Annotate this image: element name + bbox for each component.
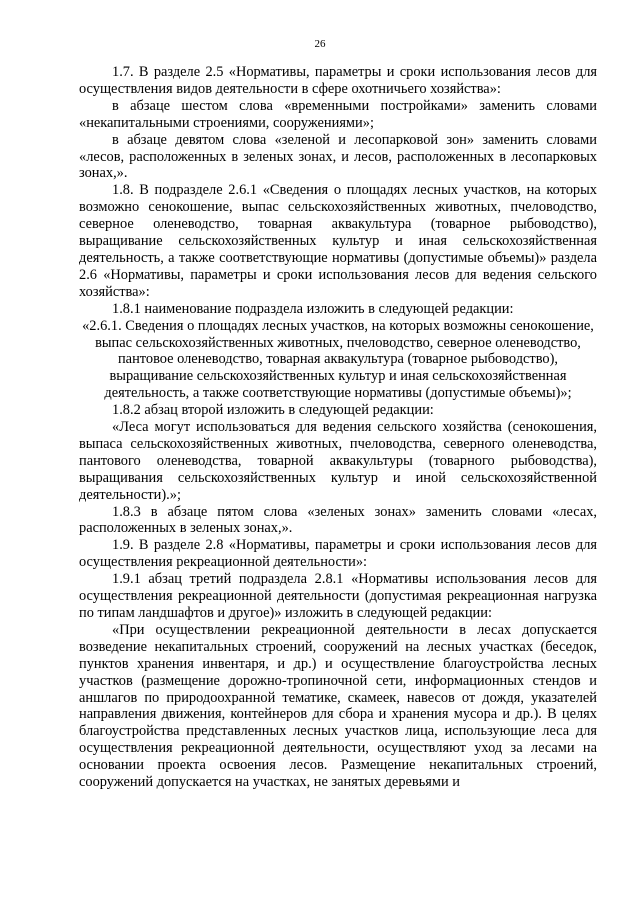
paragraph-1-7-a: в абзаце шестом слова «временными постройками» заменить словами «некапитальными строениями, сооружениями»;	[79, 97, 597, 131]
quoted-paragraph-forests: «Леса могут использоваться для ведения сельского хозяйства (сенокошения, выпаса сельскохозяйственных животных, пчеловодства, северного оленеводства, пантового оленеводства, товарной аквакультуры (товарного рыбоводства), выращивания сельскохозяйственных культур и иной сельскохозяйственной деятельности).»;	[79, 419, 597, 503]
document-body	[79, 64, 597, 791]
paragraph-1-8: 1.8. В подразделе 2.6.1 «Сведения о площадях лесных участков, на которых возможно сенокошение, выпас сельскохозяйственных животных, пчеловодство, северное оленеводство, товарная аквакультура (товарное рыбоводство), выращивание сельскохозяйственных культур и иная сельскохозяйственная деятельность, а также соответствующие нормативы (допустимые объемы)» раздела 2.6 «Нормативы, параметры и сроки использования лесов для ведения сельского хозяйства»:	[79, 182, 597, 300]
paragraph-1-8-2: 1.8.2 абзац второй изложить в следующей редакции:	[112, 402, 434, 419]
paragraph-1-9-1: 1.9.1 абзац третий подраздела 2.8.1 «Нормативы использования лесов для осуществления рекреационной деятельности (допустимая рекреационная нагрузка по типам ландшафтов и другое)» изложить в следующей редакции:	[79, 571, 597, 621]
paragraph-1-7-b: в абзаце девятом слова «зеленой и лесопарковой зон» заменить словами «лесов, расположенных в зеленых зонах, и лесов, расположенных в лесопарковых зонах,».	[79, 131, 597, 182]
paragraph-1-9: 1.9. В разделе 2.8 «Нормативы, параметры и сроки использования лесов для осуществления рекреационной деятельности»:	[79, 537, 597, 571]
paragraph-1-7: 1.7. В разделе 2.5 «Нормативы, параметры и сроки использования лесов для осуществления видов деятельности в сфере охотничьего хозяйства»:	[79, 64, 597, 97]
quoted-paragraph-recreation: «При осуществлении рекреационной деятельности в лесах допускается возведение некапитальных строений, сооружений на лесных участках (беседок, пунктов хранения инвентаря, и др.) и осуществление благоустройства лесных участков (размещение дорожно-тропиночной сети, информационных стендов и аншлагов по природоохранной тематике, скамеек, навесов от дождя, указателей направления движения, контейнеров для сбора и хранения мусора и др.). В целях благоустройства представленных лесных участков лица, использующие леса для осуществления рекреационной деятельности, осуществляют уход за лесами на основании проекта освоения лесов. Размещение некапитальных строений, сооружений допускается на участках, не занятых деревьями и	[79, 621, 597, 791]
page-number: 26	[314, 38, 326, 50]
paragraph-1-8-1: 1.8.1 наименование подраздела изложить в следующей редакции:	[112, 300, 514, 317]
paragraph-1-8-3: 1.8.3 в абзаце пятом слова «зеленых зонах» заменить словами «лесах, расположенных в зеленых зонах,».	[79, 503, 597, 537]
quoted-heading-2-6-1: «2.6.1. Сведения о площадях лесных участков, на которых возможны сенокошение, выпас сельскохозяйственных животных, пчеловодство, северное оленеводство, пантовое оленеводство, товарная аквакультура (товарное рыбоводство), выращивание сельскохозяйственных культур и иная сельскохозяйственная деятельность, а также соответствующие нормативы (допустимые объемы)»;	[82, 317, 594, 402]
